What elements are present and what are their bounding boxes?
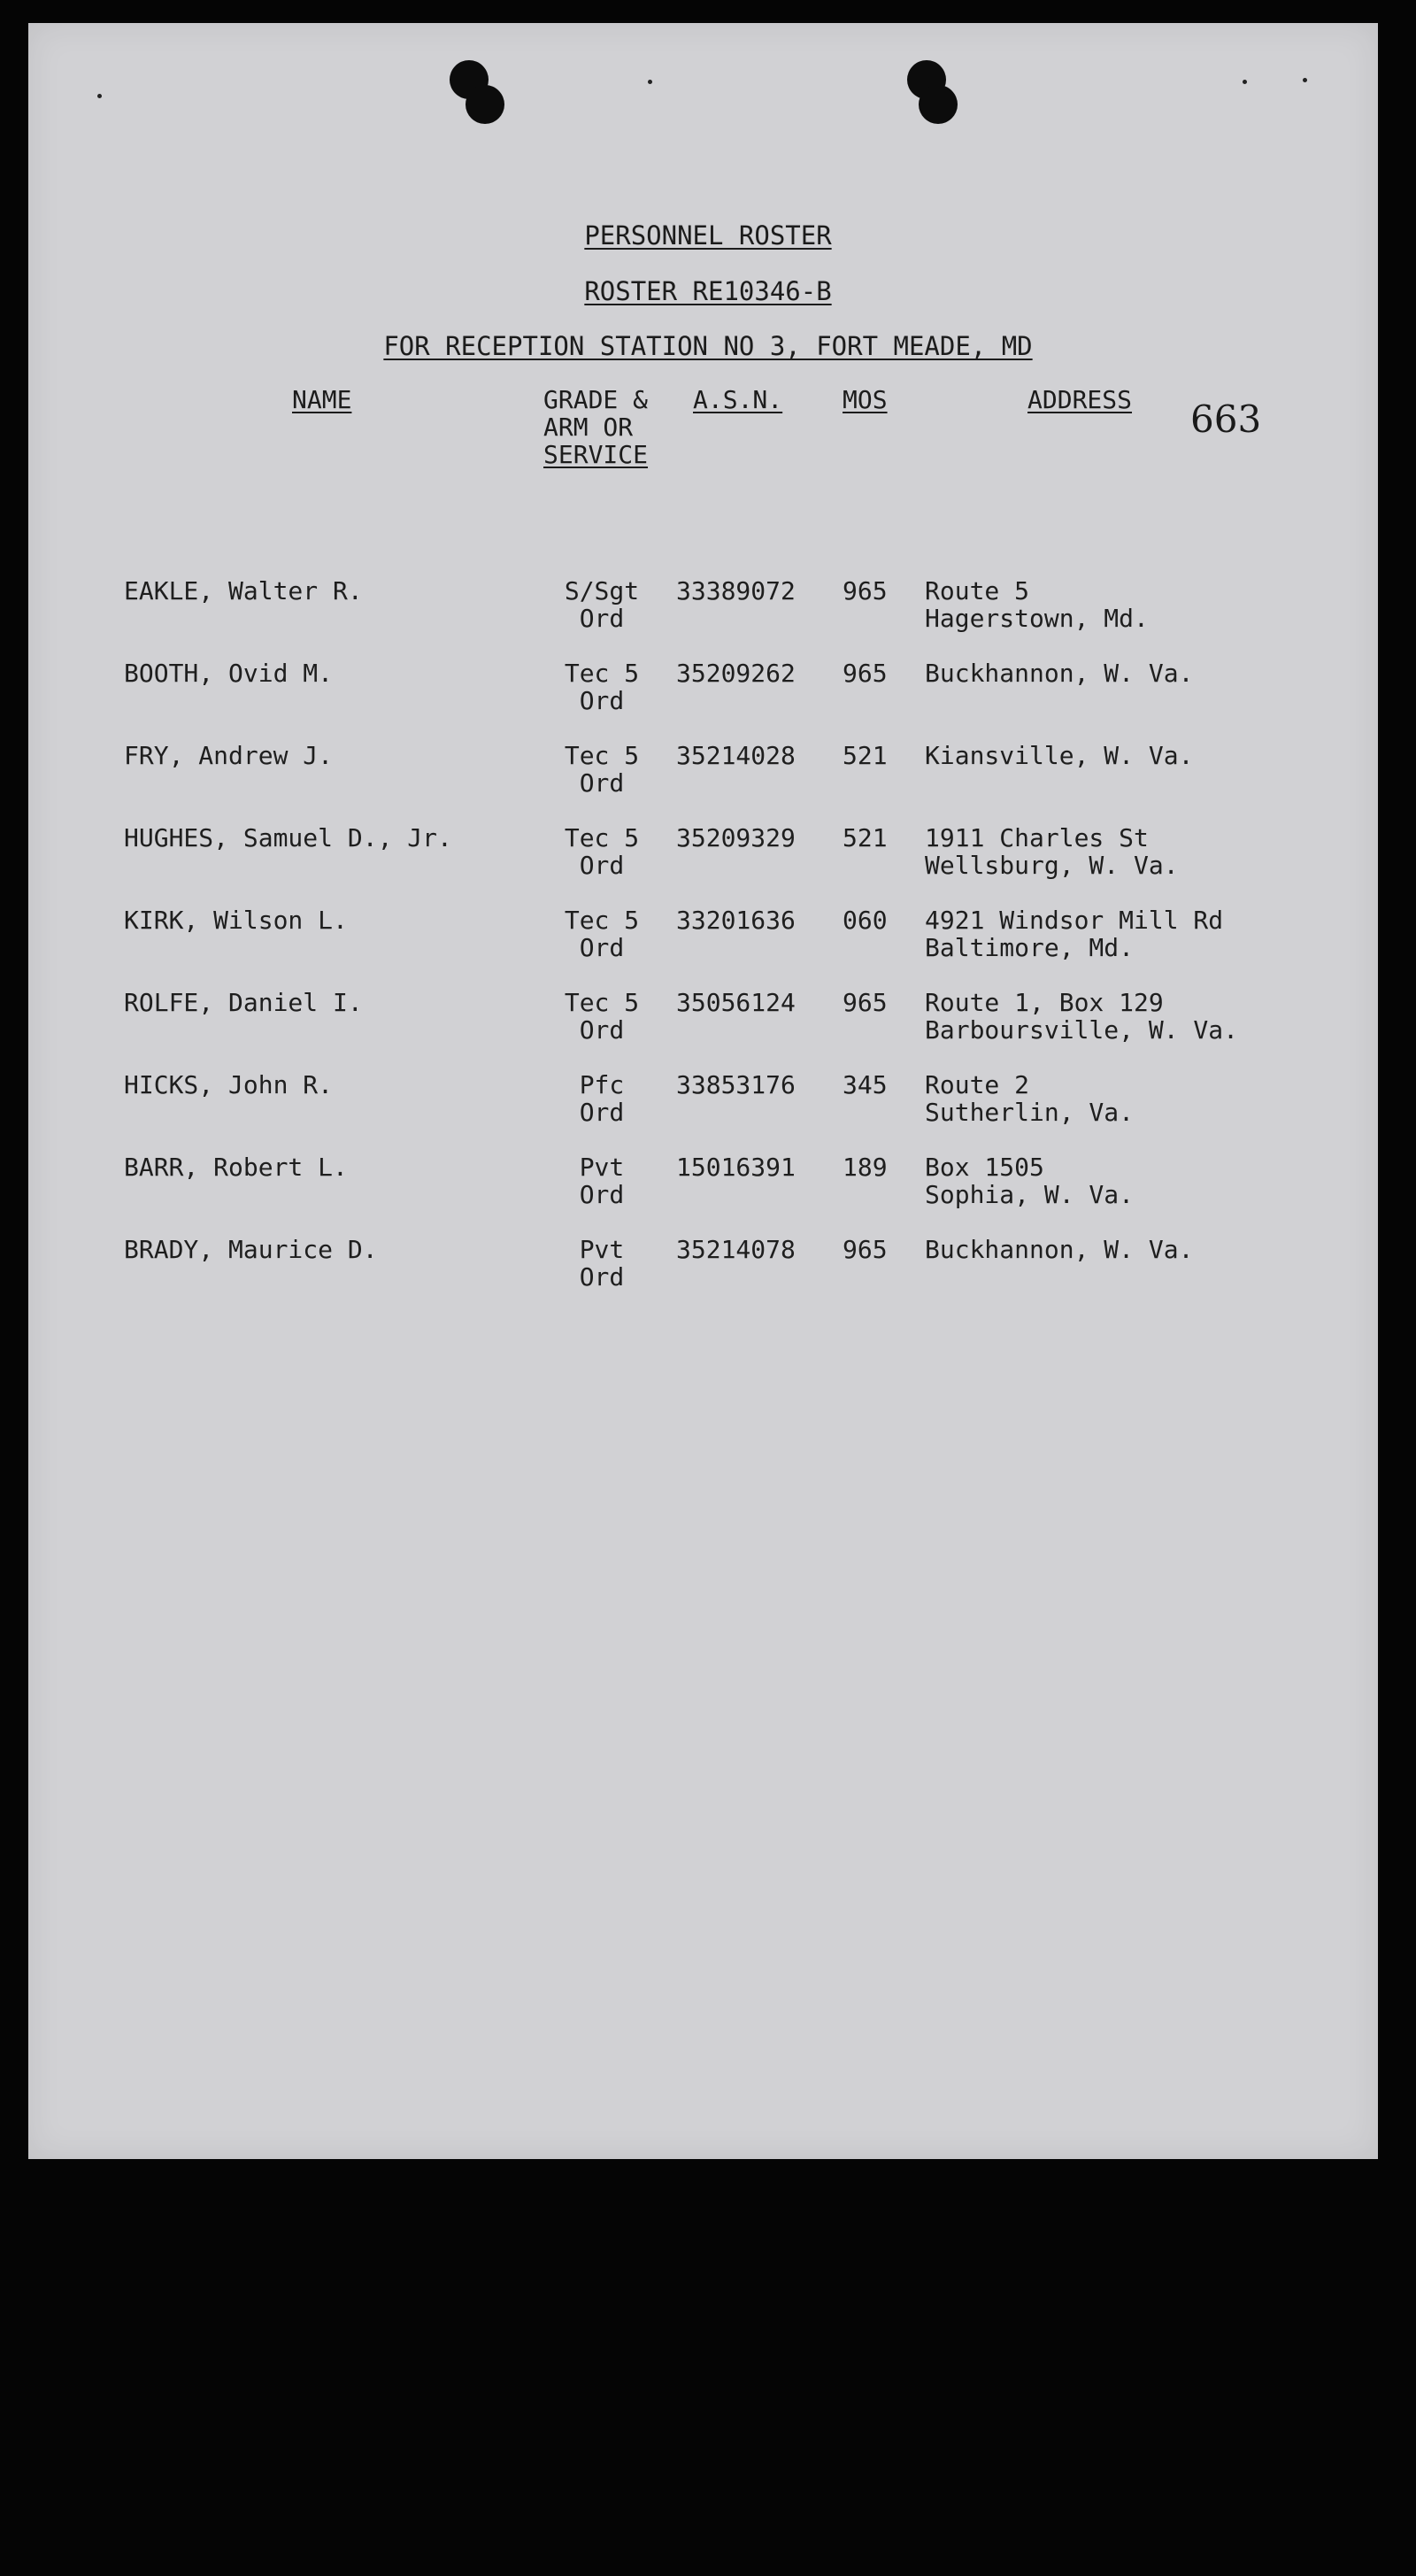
grade-cell-line1: Tec 5 [564, 823, 640, 852]
asn-cell-line1: 35214028 [676, 741, 796, 770]
mos-cell-line1: 965 [843, 988, 888, 1017]
table-row [0, 989, 1416, 1044]
grade-cell-line1: Pvt [579, 1235, 625, 1264]
table-row [0, 906, 1416, 961]
asn-cell-line1: 33853176 [676, 1070, 796, 1099]
asn-cell-line1: 35209262 [676, 659, 796, 688]
address-cell-line1: 1911 Charles St [925, 823, 1149, 852]
asn-cell [676, 742, 796, 769]
mos-cell [843, 1153, 888, 1181]
speck [648, 80, 652, 84]
grade-cell [558, 1071, 646, 1126]
asn-cell [676, 577, 796, 605]
grade-cell [558, 824, 646, 879]
speck [1243, 80, 1247, 84]
column-header-mos: MOS [843, 385, 888, 414]
address-cell-line1: Route 2 [925, 1070, 1030, 1099]
address-cell [925, 1071, 1134, 1126]
asn-cell [676, 659, 796, 687]
address-cell [925, 577, 1149, 632]
grade-cell-line2: Ord [579, 604, 625, 633]
mos-cell-line1: 521 [843, 741, 888, 770]
column-header-address: ADDRESS [1027, 385, 1133, 414]
name-cell-line1: HICKS, John R. [124, 1070, 334, 1099]
grade-cell-line2: Ord [579, 1180, 625, 1209]
mos-cell [843, 742, 888, 769]
address-cell-line1: 4921 Windsor Mill Rd [925, 906, 1224, 935]
station-line: FOR RECEPTION STATION NO 3, FORT MEADE, MD [383, 331, 1033, 361]
grade-cell-line2: Ord [579, 851, 625, 880]
mos-cell-line1: 345 [843, 1070, 888, 1099]
mos-cell-line1: 965 [843, 659, 888, 688]
grade-cell-line1: S/Sgt [564, 576, 640, 605]
address-cell-line1: Route 5 [925, 576, 1030, 605]
name-cell-line1: FRY, Andrew J. [124, 741, 334, 770]
grade-cell-line2: Ord [579, 768, 625, 798]
grade-cell [558, 906, 646, 961]
name-cell [124, 659, 333, 687]
name-cell-line1: BARR, Robert L. [124, 1153, 348, 1182]
speck [97, 94, 102, 98]
table-row [0, 824, 1416, 879]
grade-cell [558, 742, 646, 797]
name-cell-line1: ROLFE, Daniel I. [124, 988, 363, 1017]
asn-cell [676, 1236, 796, 1263]
address-cell [925, 742, 1193, 769]
name-cell [124, 824, 452, 852]
mos-cell [843, 1236, 888, 1263]
asn-cell [676, 906, 796, 934]
table-row [0, 659, 1416, 714]
address-cell [925, 659, 1193, 687]
address-cell-line2: Hagerstown, Md. [925, 604, 1149, 633]
speck [1303, 78, 1307, 82]
table-row [0, 742, 1416, 797]
grade-cell-line2: Ord [579, 686, 625, 715]
mos-cell [843, 824, 888, 852]
grade-cell-line1: Tec 5 [564, 988, 640, 1017]
mos-cell [843, 659, 888, 687]
table-row [0, 1236, 1416, 1291]
address-cell-line1: Buckhannon, W. Va. [925, 1235, 1194, 1264]
asn-cell [676, 824, 796, 852]
asn-cell-line1: 35214078 [676, 1235, 796, 1264]
mos-cell-line1: 521 [843, 823, 888, 852]
grade-cell-line2: Ord [579, 1098, 625, 1127]
grade-cell [558, 1236, 646, 1291]
grade-cell-line1: Pfc [579, 1070, 625, 1099]
table-row [0, 577, 1416, 632]
address-cell-line1: Kiansville, W. Va. [925, 741, 1194, 770]
address-cell [925, 1153, 1134, 1208]
name-cell [124, 906, 348, 934]
page-number: 663 [1190, 397, 1262, 441]
address-cell-line1: Buckhannon, W. Va. [925, 659, 1194, 688]
name-cell [124, 989, 363, 1016]
address-cell [925, 824, 1179, 879]
name-cell [124, 1153, 348, 1181]
asn-cell [676, 989, 796, 1016]
asn-cell [676, 1153, 796, 1181]
address-cell [925, 1236, 1193, 1263]
roster-number: ROSTER RE10346-B [584, 276, 832, 306]
mos-cell-line1: 060 [843, 906, 888, 935]
address-cell-line2: Barboursville, W. Va. [925, 1015, 1239, 1045]
table-row [0, 1071, 1416, 1126]
name-cell-line1: HUGHES, Samuel D., Jr. [124, 823, 452, 852]
name-cell-line1: BOOTH, Ovid M. [124, 659, 334, 688]
grade-cell-line1: Pvt [579, 1153, 625, 1182]
grade-cell-line2: Ord [579, 1015, 625, 1045]
address-cell [925, 906, 1223, 961]
grade-cell [558, 659, 646, 714]
asn-cell-line1: 15016391 [676, 1153, 796, 1182]
column-header-grade: GRADE & ARM OR SERVICE [543, 385, 649, 469]
grade-cell [558, 577, 646, 632]
grade-cell-line1: Tec 5 [564, 741, 640, 770]
address-cell-line2: Sutherlin, Va. [925, 1098, 1135, 1127]
mos-cell-line1: 965 [843, 576, 888, 605]
name-cell-line1: BRADY, Maurice D. [124, 1235, 378, 1264]
address-cell [925, 989, 1238, 1044]
name-cell-line1: EAKLE, Walter R. [124, 576, 363, 605]
mos-cell [843, 1071, 888, 1099]
asn-cell-line1: 33201636 [676, 906, 796, 935]
name-cell [124, 742, 333, 769]
mos-cell-line1: 189 [843, 1153, 888, 1182]
asn-cell-line1: 35056124 [676, 988, 796, 1017]
table-row [0, 1153, 1416, 1208]
address-cell-line2: Baltimore, Md. [925, 933, 1135, 962]
name-cell [124, 577, 363, 605]
address-cell-line1: Box 1505 [925, 1153, 1044, 1182]
mos-cell [843, 577, 888, 605]
address-cell-line1: Route 1, Box 129 [925, 988, 1164, 1017]
mos-cell [843, 906, 888, 934]
grade-cell [558, 989, 646, 1044]
document-title: PERSONNEL ROSTER [584, 220, 832, 251]
grade-cell-line1: Tec 5 [564, 906, 640, 935]
punch-hole-right-lower [919, 85, 958, 124]
asn-cell-line1: 35209329 [676, 823, 796, 852]
grade-cell-line2: Ord [579, 933, 625, 962]
grade-cell-line2: Ord [579, 1262, 625, 1292]
name-cell [124, 1071, 333, 1099]
address-cell-line2: Wellsburg, W. Va. [925, 851, 1179, 880]
asn-cell [676, 1071, 796, 1099]
name-cell [124, 1236, 378, 1263]
mos-cell [843, 989, 888, 1016]
address-cell-line2: Sophia, W. Va. [925, 1180, 1135, 1209]
asn-cell-line1: 33389072 [676, 576, 796, 605]
grade-cell-line1: Tec 5 [564, 659, 640, 688]
mos-cell-line1: 965 [843, 1235, 888, 1264]
column-header-asn: A.S.N. [693, 385, 783, 414]
column-header-name: NAME [292, 385, 352, 414]
grade-cell [558, 1153, 646, 1208]
punch-hole-left-lower [466, 85, 504, 124]
name-cell-line1: KIRK, Wilson L. [124, 906, 348, 935]
